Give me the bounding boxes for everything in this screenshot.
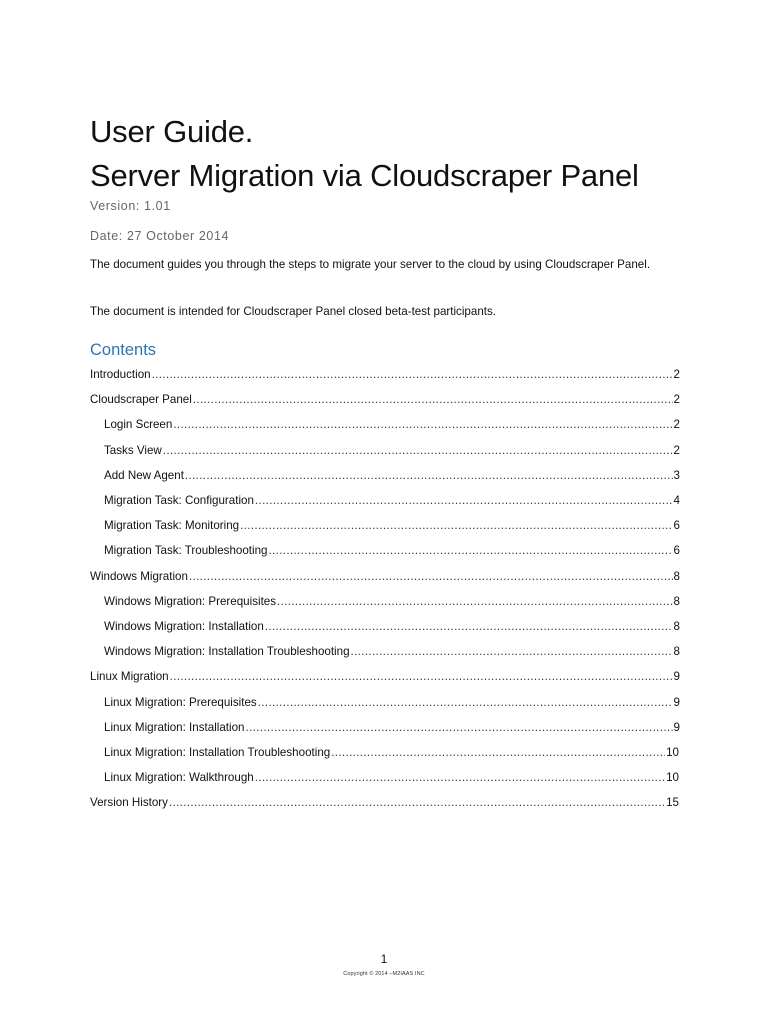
toc-dot-leader [258, 695, 673, 711]
toc-entry[interactable] [104, 720, 680, 736]
toc-dot-leader [193, 392, 673, 408]
toc-entry-page: 15 [666, 796, 679, 810]
toc-entry-page: 10 [666, 746, 679, 759]
toc-dot-leader [246, 720, 673, 736]
toc-entry[interactable] [104, 695, 680, 711]
toc-entry-page: 2 [673, 418, 680, 432]
toc-entry-page: 10 [666, 771, 679, 785]
toc-dot-leader [268, 543, 672, 559]
toc-dot-leader [277, 594, 673, 610]
toc-entry[interactable] [90, 569, 680, 585]
toc-dot-leader [163, 443, 673, 459]
toc-dot-leader [189, 569, 673, 585]
toc-dot-leader [173, 417, 672, 433]
toc-entry-label: Linux Migration: Installation [104, 720, 245, 734]
toc-dot-leader [152, 367, 673, 383]
toc-entry[interactable] [90, 367, 680, 383]
document-title-line1: User Guide. [90, 114, 254, 149]
toc-entry-page: 4 [673, 494, 680, 507]
toc-entry-label: Migration Task: Configuration [104, 494, 254, 507]
toc-entry[interactable] [104, 644, 680, 660]
toc-entry[interactable] [104, 468, 680, 484]
toc-entry-label: Windows Migration: Prerequisites [104, 594, 277, 608]
toc-dot-leader [169, 795, 665, 811]
toc-entry-page: 6 [673, 544, 680, 558]
toc-entry-label: Linux Migration: Installation Troubleshooting [104, 746, 331, 759]
toc-entry-label: Linux Migration: Walkthrough [104, 771, 254, 785]
toc-dot-leader [265, 619, 673, 635]
toc-entry[interactable] [104, 543, 680, 559]
toc-entry-page: 9 [673, 720, 680, 734]
toc-entry-label: Windows Migration: Installation [104, 620, 264, 633]
toc-entry-page: 8 [673, 594, 680, 608]
contents-heading: Contents [90, 341, 157, 359]
toc-entry-page: 9 [673, 695, 680, 709]
toc-entry[interactable] [104, 770, 679, 786]
toc-entry-page: 2 [673, 393, 680, 407]
toc-entry-page: 3 [673, 468, 680, 482]
document-title-line2: Server Migration via Cloudscraper Panel [90, 158, 639, 193]
copyright-notice: Copyright © 2014 –M2IAAS INC [343, 971, 425, 977]
toc-dot-leader [240, 518, 672, 534]
toc-entry-page: 8 [673, 620, 680, 633]
version-label: Version: 1.01 [90, 199, 171, 213]
toc-entry[interactable] [104, 745, 679, 761]
toc-entry-label: Migration Task: Troubleshooting [104, 544, 268, 558]
toc-entry[interactable] [104, 443, 680, 459]
toc-entry[interactable] [104, 493, 680, 509]
toc-entry[interactable] [104, 518, 680, 534]
toc-entry-label: Windows Migration [90, 569, 188, 583]
toc-dot-leader [255, 493, 673, 509]
toc-entry-label: Migration Task: Monitoring [104, 519, 240, 533]
toc-entry-label: Windows Migration: Installation Troubleshooting [104, 645, 350, 659]
toc-entry-label: Linux Migration: Prerequisites [104, 695, 257, 709]
toc-dot-leader [185, 468, 673, 484]
toc-entry-label: Cloudscraper Panel [90, 393, 192, 407]
toc-entry[interactable] [90, 669, 680, 685]
toc-entry-page: 2 [673, 368, 680, 381]
date-label: Date: 27 October 2014 [90, 229, 230, 243]
toc-entry[interactable] [90, 392, 680, 408]
page-number: 1 [380, 952, 388, 966]
intro-paragraph: The document guides you through the steps to migrate your server to the cloud by using Cloudscraper Panel. [90, 258, 651, 271]
toc-entry[interactable] [90, 795, 679, 811]
toc-entry-label: Version History [90, 796, 168, 810]
toc-dot-leader [255, 770, 665, 786]
toc-entry-page: 6 [673, 519, 680, 533]
toc-entry-page: 8 [673, 569, 680, 583]
toc-dot-leader [351, 644, 673, 660]
toc-entry[interactable] [104, 594, 680, 610]
audience-paragraph: The document is intended for Cloudscraper Panel closed beta-test participants. [90, 305, 497, 318]
toc-entry[interactable] [104, 417, 680, 433]
toc-entry-page: 8 [673, 645, 680, 659]
toc-dot-leader [170, 669, 673, 685]
toc-entry-page: 2 [673, 443, 680, 457]
toc-entry-label: Tasks View [104, 443, 162, 457]
toc-entry-label: Introduction [90, 368, 151, 381]
toc-entry-label: Add New Agent [104, 468, 184, 482]
toc-entry-page: 9 [673, 670, 680, 684]
toc-entry-label: Login Screen [104, 418, 173, 432]
toc-dot-leader [331, 745, 665, 761]
toc-entry-label: Linux Migration [90, 670, 169, 684]
toc-entry[interactable] [104, 619, 680, 635]
